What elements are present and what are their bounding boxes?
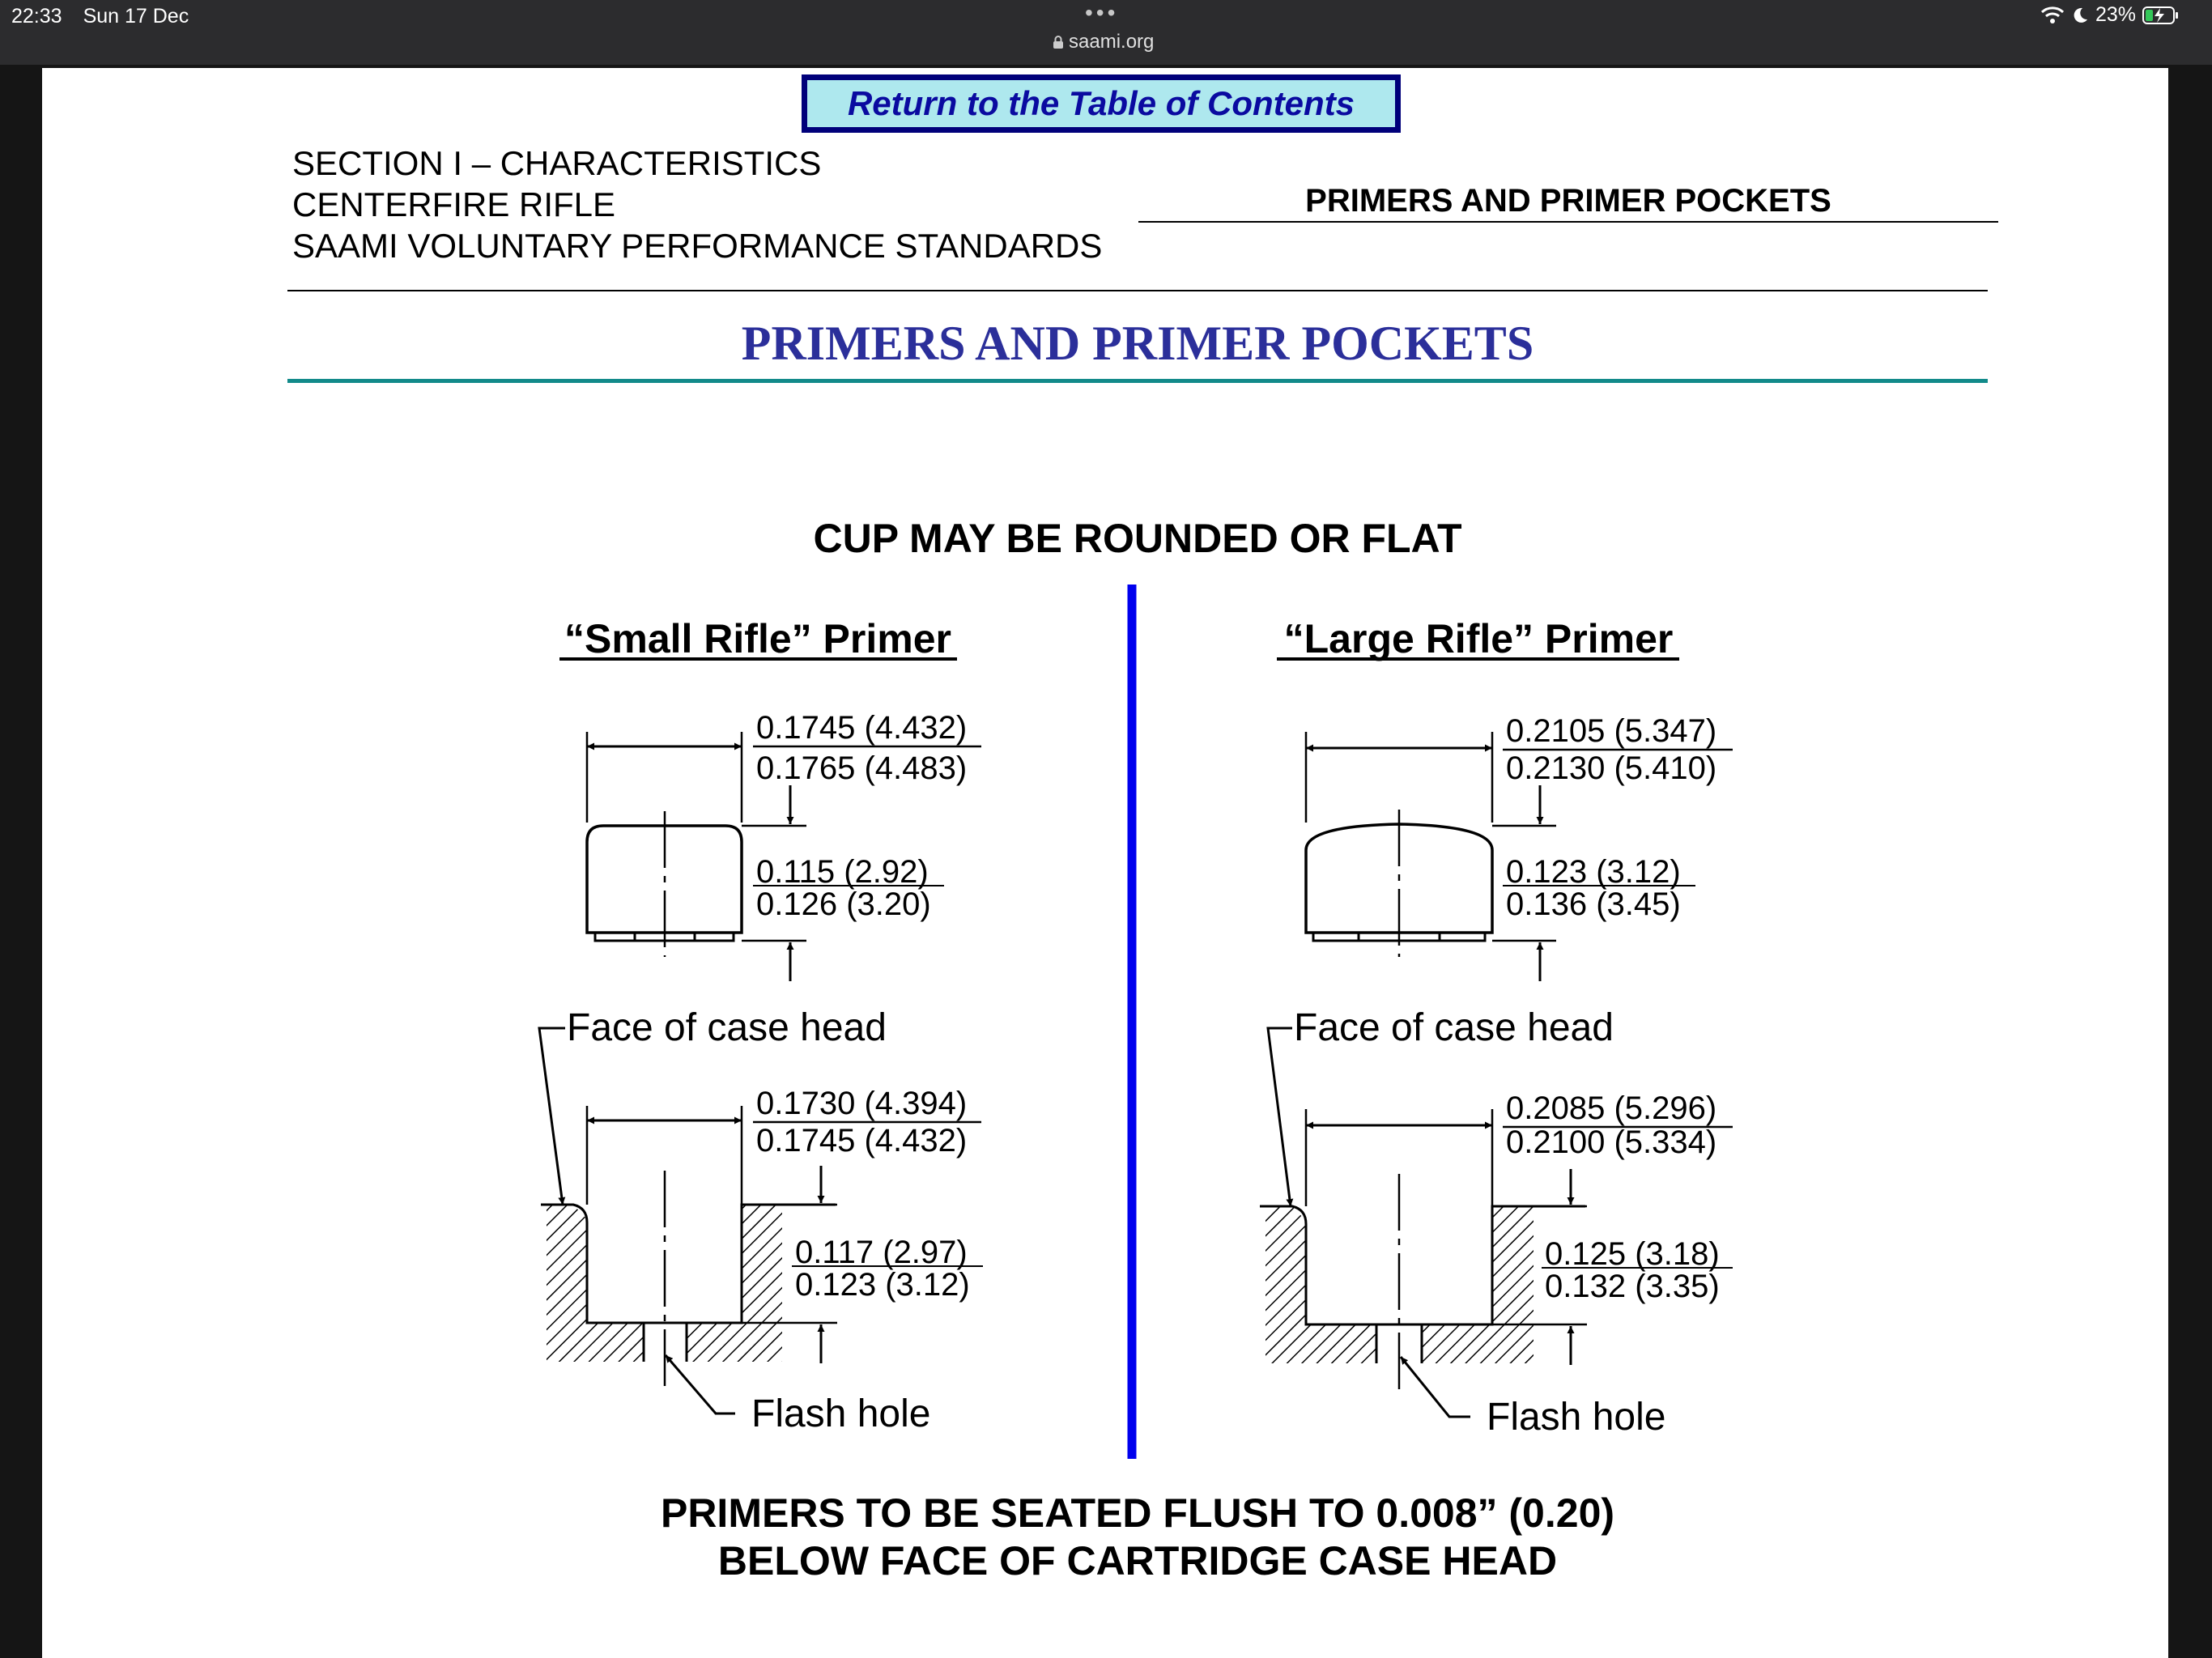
small-case-head-section-right	[687, 1205, 782, 1362]
page-title: PRIMERS AND PRIMER POCKETS	[741, 317, 1534, 370]
return-to-toc-button[interactable]: Return to the Table of Contents	[802, 74, 1401, 133]
dim-label: 0.1745 (4.432)	[756, 1123, 968, 1158]
dim-label: 0.125 (3.18)	[1545, 1236, 1720, 1272]
caption-bottom	[0, 1490, 2212, 1585]
large-rifle-title: “Large Rifle” Primer	[1283, 616, 1674, 661]
leader-line	[539, 1028, 565, 1205]
leader-line	[666, 1355, 735, 1414]
flash-hole-label: Flash hole	[751, 1392, 931, 1435]
dim-label: 0.117 (2.97)	[795, 1235, 968, 1270]
dim-label: 0.1745 (4.432)	[756, 710, 968, 746]
section-subject: PRIMERS AND PRIMER POCKETS	[1138, 183, 1998, 223]
dim-label: 0.2100 (5.334)	[1506, 1124, 1717, 1160]
dim-label: 0.126 (3.20)	[756, 886, 931, 922]
url-text: saami.org	[1069, 31, 1155, 53]
dim-label: 0.2105 (5.347)	[1506, 713, 1717, 749]
dim-label: 0.132 (3.35)	[1545, 1269, 1720, 1304]
dim-label: 0.2130 (5.410)	[1506, 750, 1717, 786]
dim-label: 0.2085 (5.296)	[1506, 1090, 1717, 1126]
section-line: CENTERFIRE RIFLE	[292, 185, 616, 223]
large-case-head-section-left	[1266, 1206, 1376, 1363]
leader-line	[1401, 1357, 1470, 1417]
dim-label: 0.123 (3.12)	[795, 1267, 970, 1303]
more-dots-icon[interactable]: •••	[1085, 0, 1119, 25]
dim-label: 0.115 (2.92)	[756, 854, 929, 890]
dim-label: 0.123 (3.12)	[1506, 854, 1681, 890]
caption-bottom-line: BELOW FACE OF CARTRIDGE CASE HEAD	[717, 1538, 1558, 1584]
status-time: 22:33	[11, 5, 62, 28]
caption-top: CUP MAY BE ROUNDED OR FLAT	[813, 516, 1462, 561]
dim-label: 0.1765 (4.483)	[756, 750, 968, 786]
leader-line	[1268, 1028, 1292, 1206]
status-date: Sun 17 Dec	[83, 5, 189, 28]
small-case-head-section-left	[547, 1205, 644, 1362]
large-pocket-outline	[1260, 1206, 1585, 1324]
dim-label: 0.1730 (4.394)	[756, 1086, 968, 1121]
face-of-case-head-label: Face of case head	[567, 1006, 887, 1049]
battery-percent: 23%	[2095, 3, 2136, 26]
section-line: SAAMI VOLUNTARY PERFORMANCE STANDARDS	[292, 227, 1103, 265]
face-of-case-head-label: Face of case head	[1294, 1006, 1614, 1049]
caption-bottom-line: PRIMERS TO BE SEATED FLUSH TO 0.008” (0.20)	[660, 1490, 1615, 1536]
small-rifle-title: “Small Rifle” Primer	[564, 616, 951, 661]
dim-label: 0.136 (3.45)	[1506, 886, 1681, 922]
section-line: SECTION I – CHARACTERISTICS	[292, 144, 822, 182]
large-case-head-section-right	[1422, 1206, 1534, 1363]
flash-hole-label: Flash hole	[1487, 1396, 1666, 1439]
